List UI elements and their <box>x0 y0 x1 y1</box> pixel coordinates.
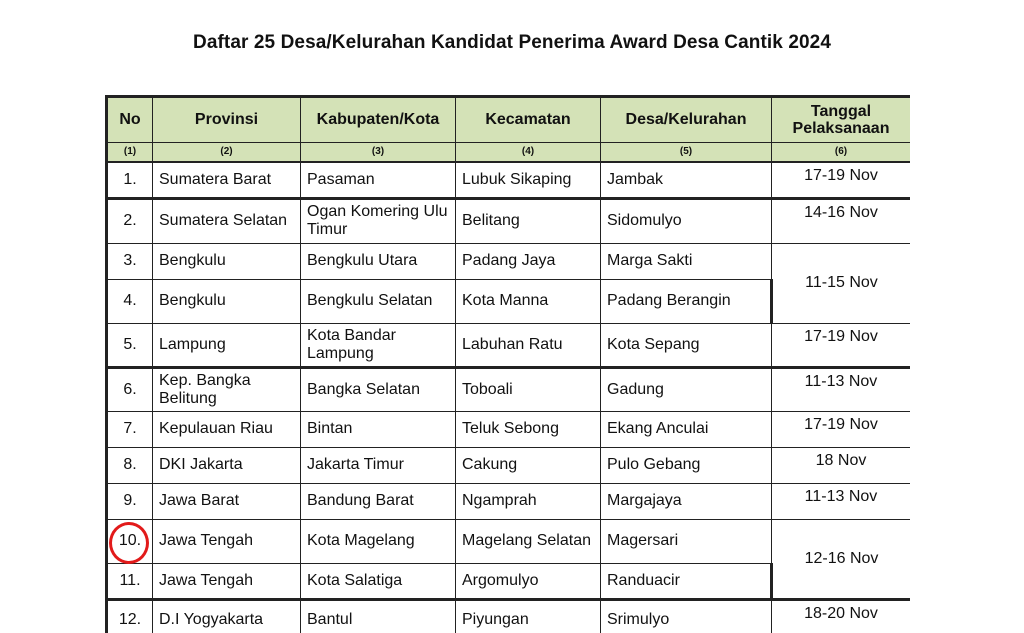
header-kabupaten: Kabupaten/Kota <box>301 97 456 143</box>
header-kecamatan: Kecamatan <box>456 97 601 143</box>
cell-kabupaten: Bintan <box>301 411 456 447</box>
cell-desa: Margajaya <box>601 483 772 519</box>
cell-desa: Pulo Gebang <box>601 447 772 483</box>
cell-tanggal: 17-19 Nov <box>772 162 911 198</box>
cell-no: 10. <box>107 519 153 563</box>
cell-kabupaten: Bangka Selatan <box>301 367 456 411</box>
cell-kabupaten: Kota Bandar Lampung <box>301 323 456 367</box>
cell-kabupaten: Ogan Komering Ulu Timur <box>301 198 456 243</box>
cell-kabupaten: Bandung Barat <box>301 483 456 519</box>
cell-desa: Magersari <box>601 519 772 563</box>
cell-no: 4. <box>107 279 153 323</box>
table-row <box>107 447 911 483</box>
table-row <box>107 323 911 367</box>
cell-kabupaten: Kota Magelang <box>301 519 456 563</box>
cell-kecamatan: Piyungan <box>456 599 601 633</box>
column-number: (6) <box>772 143 911 163</box>
cell-kecamatan: Toboali <box>456 367 601 411</box>
cell-no: 8. <box>107 447 153 483</box>
candidate-table-container <box>105 95 910 633</box>
cell-provinsi: Sumatera Barat <box>153 162 301 198</box>
header-tanggal: Tanggal Pelaksanaan <box>772 97 911 143</box>
cell-kecamatan: Belitang <box>456 198 601 243</box>
cell-no: 12. <box>107 599 153 633</box>
cell-kabupaten: Jakarta Timur <box>301 447 456 483</box>
cell-tanggal: 11-13 Nov <box>772 367 911 411</box>
cell-tanggal: 11-15 Nov <box>772 243 911 323</box>
cell-provinsi: Lampung <box>153 323 301 367</box>
cell-provinsi: DKI Jakarta <box>153 447 301 483</box>
cell-no: 5. <box>107 323 153 367</box>
cell-kecamatan: Kota Manna <box>456 279 601 323</box>
cell-desa: Kota Sepang <box>601 323 772 367</box>
table-column-number-row <box>107 143 911 163</box>
table-row <box>107 483 911 519</box>
header-provinsi: Provinsi <box>153 97 301 143</box>
cell-desa: Srimulyo <box>601 599 772 633</box>
cell-provinsi: Bengkulu <box>153 243 301 279</box>
cell-tanggal: 18 Nov <box>772 447 911 483</box>
table-row <box>107 162 911 198</box>
column-number: (4) <box>456 143 601 163</box>
cell-no: 2. <box>107 198 153 243</box>
candidate-table <box>105 95 910 633</box>
cell-provinsi: Bengkulu <box>153 279 301 323</box>
cell-tanggal: 18-20 Nov <box>772 599 911 633</box>
cell-tanggal: 17-19 Nov <box>772 411 911 447</box>
cell-desa: Gadung <box>601 367 772 411</box>
cell-kecamatan: Cakung <box>456 447 601 483</box>
table-row <box>107 411 911 447</box>
cell-desa: Randuacir <box>601 563 772 599</box>
cell-kecamatan: Argomulyo <box>456 563 601 599</box>
cell-desa: Sidomulyo <box>601 198 772 243</box>
cell-desa: Ekang Anculai <box>601 411 772 447</box>
cell-kabupaten: Pasaman <box>301 162 456 198</box>
cell-no: 6. <box>107 367 153 411</box>
table-row <box>107 519 911 563</box>
cell-kecamatan: Teluk Sebong <box>456 411 601 447</box>
header-no: No <box>107 97 153 143</box>
cell-desa: Marga Sakti <box>601 243 772 279</box>
cell-tanggal: 12-16 Nov <box>772 519 911 599</box>
cell-kecamatan: Lubuk Sikaping <box>456 162 601 198</box>
header-desa: Desa/Kelurahan <box>601 97 772 143</box>
cell-provinsi: Jawa Tengah <box>153 563 301 599</box>
column-number: (3) <box>301 143 456 163</box>
table-header-row <box>107 97 911 143</box>
cell-tanggal: 14-16 Nov <box>772 198 911 243</box>
cell-provinsi: D.I Yogyakarta <box>153 599 301 633</box>
cell-kabupaten: Bantul <box>301 599 456 633</box>
table-row <box>107 599 911 633</box>
cell-provinsi: Kepulauan Riau <box>153 411 301 447</box>
table-row <box>107 367 911 411</box>
cell-kabupaten: Bengkulu Selatan <box>301 279 456 323</box>
cell-no: 7. <box>107 411 153 447</box>
cell-no: 9. <box>107 483 153 519</box>
cell-kabupaten: Kota Salatiga <box>301 563 456 599</box>
cell-kecamatan: Padang Jaya <box>456 243 601 279</box>
cell-desa: Padang Berangin <box>601 279 772 323</box>
table-row <box>107 198 911 243</box>
cell-no: 1. <box>107 162 153 198</box>
cell-provinsi: Sumatera Selatan <box>153 198 301 243</box>
cell-tanggal: 17-19 Nov <box>772 323 911 367</box>
column-number: (5) <box>601 143 772 163</box>
column-number: (1) <box>107 143 153 163</box>
cell-provinsi: Jawa Barat <box>153 483 301 519</box>
cell-no: 3. <box>107 243 153 279</box>
cell-kecamatan: Labuhan Ratu <box>456 323 601 367</box>
column-number: (2) <box>153 143 301 163</box>
cell-no: 11. <box>107 563 153 599</box>
cell-kecamatan: Ngamprah <box>456 483 601 519</box>
cell-provinsi: Kep. Bangka Belitung <box>153 367 301 411</box>
cell-desa: Jambak <box>601 162 772 198</box>
cell-kabupaten: Bengkulu Utara <box>301 243 456 279</box>
document-title: Daftar 25 Desa/Kelurahan Kandidat Penerima Award Desa Cantik 2024 <box>193 32 831 53</box>
cell-kecamatan: Magelang Selatan <box>456 519 601 563</box>
cell-tanggal: 11-13 Nov <box>772 483 911 519</box>
table-row <box>107 243 911 279</box>
cell-provinsi: Jawa Tengah <box>153 519 301 563</box>
